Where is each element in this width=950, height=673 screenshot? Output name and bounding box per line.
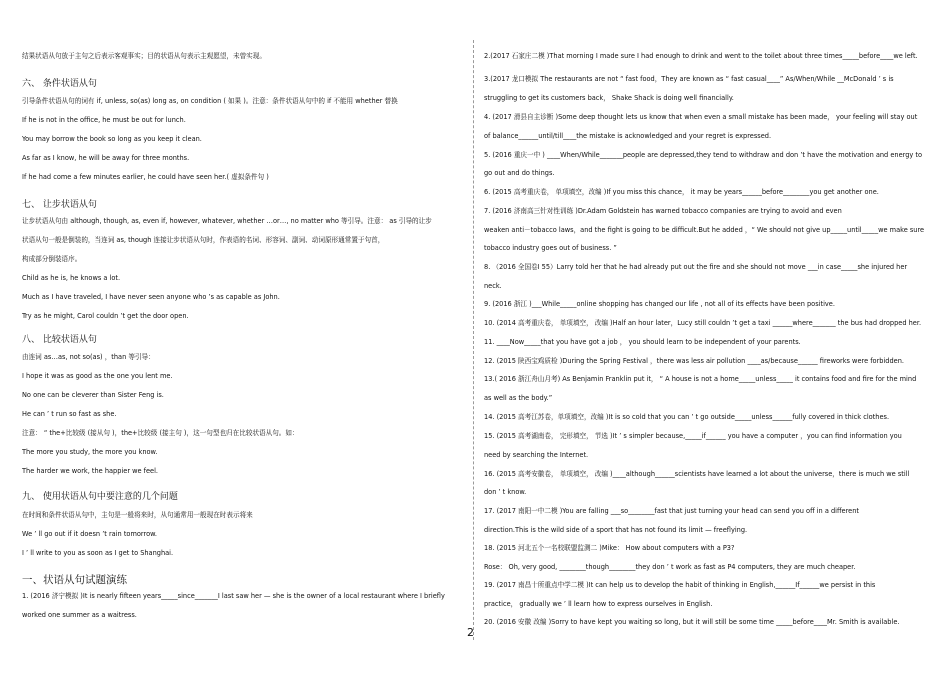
text-line: He can ’ t run so fast as she. [22, 410, 117, 418]
section-heading: 九、 使用状语从句中要注意的几个问题 [22, 492, 178, 502]
text-line: 18. (2015 河北五个一名校联盟监测二 )Mike： How about computers with a P3? [484, 544, 735, 552]
text-line: 7. (2016 济南高三针对性训练 )Dr.Adam Goldstein has warned tobacco companies are trying to avoid and even [484, 207, 842, 215]
text-line: 引导条件状语从句的词有 if, unless, so(as) long as, on condition ( 如果 )。注意：条件状语从句中的 if 不能用 whether 替换 [22, 97, 398, 105]
text-line: If he had come a few minutes earlier, he could have seen her.( 虚拟条件句 ) [22, 173, 269, 181]
text-line: 6. (2015 高考重庆卷， 单项填空，改编 )If you miss this chance， it may be years______before________you get another one. [484, 188, 879, 196]
text-line: Child as he is, he knows a lot. [22, 274, 121, 282]
text-line: 5. (2016 重庆一中 ) ____When/While_______people are depressed,they tend to withdraw and don ’t have the motivation and energy to [484, 151, 923, 159]
text-line: 11. ____Now_____that you have got a job ， you should learn to be independent of your parents. [484, 338, 801, 346]
text-line: The harder we work, the happier we feel. [22, 467, 159, 475]
text-line: direction.This is the wild side of a sport that has not found its limit — freeflying. [484, 526, 748, 534]
section-heading: 八、 比较状语从句 [22, 335, 97, 345]
text-line: 20. (2016 安徽 改编 )Sorry to have kept you waiting so long, but it will still be some time _____before____Mr. Smith is available. [484, 618, 900, 626]
text-line: go out and do things. [484, 169, 555, 177]
text-line: as well as the body.” [484, 394, 553, 402]
text-line: 19. (2017 南昌十所重点中学二模 )It can help us to develop the habit of thinking in English,______If______we persist in this [484, 581, 876, 589]
text-line: Much as I have traveled, I have never seen anyone who ’s as capable as John. [22, 293, 280, 301]
text-line: 13.( 2016 浙江舟山月考) As Benjamin Franklin put it， “ A house is not a home_____unless_____ it contains food and fire for the mind [484, 375, 917, 383]
text-line: 4. (2017 滑县自主诊断 )Some deep thought lets us know that when even a small mistake has been made， your feeling will stay out [484, 113, 918, 121]
text-line: worked one summer as a waitress. [22, 611, 137, 619]
text-line: neck. [484, 282, 502, 290]
text-line: of balance______until/till____the mistake is acknowledged and your regret is expressed. [484, 132, 772, 140]
text-line: 14. (2015 高考江苏卷，单项填空，改编 )It is so cold that you can ’ t go outside_____unless______fully covered in thick clothes. [484, 413, 890, 421]
text-line: practice， gradually we ’ ll learn how to express ourselves in English. [484, 600, 713, 608]
text-line: 3.(2017 龙口模拟 The restaurants are not “ fast food，They are known as “ fast casual____” As/When/While __McDonald ’ s is [484, 75, 894, 83]
section-heading: 六、 条件状语从句 [22, 79, 97, 89]
text-line: need by searching the Internet. [484, 451, 589, 459]
text-line: 在时间和条件状语从句中，主句是一般将来时，从句通常用一般现在时表示将来 [22, 511, 253, 519]
text-line: Try as he might, Carol couldn ’t get the door open. [22, 312, 189, 320]
text-line: 由连词 as…as, not so(as) ，than 等引导： [22, 353, 155, 361]
text-line: If he is not in the office, he must be out for lunch. [22, 116, 186, 124]
text-line: 12. (2015 陕西宝鸡质检 )During the Spring Festival ，there was less air pollution ____as/because______ fireworks were forbidden. [484, 357, 905, 365]
text-line: 9. (2016 浙江 )___While_____online shopping has changed our life , not all of its effects have been positive. [484, 300, 835, 308]
text-line: I hope it was as good as the one you lent me. [22, 372, 173, 380]
page-number: 2 [467, 626, 474, 639]
text-line: 让步状语从句由 although, though, as, even if, however, whatever, whether …or…, no matter who 等引导。注意： as 引导的让步 [22, 217, 432, 225]
text-line: 状语从句一般是倒装的，当连词 as, though 连接让步状语从句时，作表语的名词、形容词、副词、动词原形通常置于句首， [22, 236, 385, 244]
text-line: 构成部分倒装语序。 [22, 255, 82, 263]
section-heading: 七、 让步状语从句 [22, 200, 97, 210]
column-divider [473, 40, 474, 640]
text-line: 2.(2017 石家庄二模 )That morning I made sure I had enough to drink and went to the toilet about three times_____before____we left. [484, 52, 918, 60]
text-line: 注意： “ the+比较级 (接从句 )，the+比较级 (接主句 )，这一句型也归在比较状语从句。如： [22, 429, 299, 437]
text-line: 17. (2017 南阳一中二模 )You are falling ___so________fast that just turning your head can send you off in a different [484, 507, 859, 515]
text-line: 结果状语从句放于主句之后表示客观事实；目的状语从句表示主观愿望，未曾实现。 [22, 52, 266, 60]
text-line: tobacco industry goes out of business. ” [484, 244, 617, 252]
text-line: The more you study, the more you know. [22, 448, 158, 456]
text-line: don ’ t know. [484, 488, 527, 496]
text-line: You may borrow the book so long as you keep it clean. [22, 135, 202, 143]
text-line: weaken anti－tobacco laws，and the fight is going to be difficult.But he added ，“ We should not give up_____until_____we make sure [484, 226, 925, 234]
text-line: 10. (2014 高考重庆卷， 单项填空， 改编 )Half an hour later，Lucy still couldn ’t get a taxi ______where_______ the bus had dropped her. [484, 319, 922, 327]
text-line: I ’ ll write to you as soon as I get to Shanghai. [22, 549, 174, 557]
text-line: Rose： Oh, very good, ________though________they don ’ t work as fast as P4 computers, they are much cheaper. [484, 563, 856, 571]
text-line: struggling to get its customers back， Shake Shack is doing well financially. [484, 94, 734, 102]
text-line: As far as I know, he will be away for three months. [22, 154, 190, 162]
text-line: 1. (2016 济宁模拟 )It is nearly fifteen years_____since_______I last saw her — she is the owner of a local restaurant where I briefly [22, 592, 445, 600]
text-line: 15. (2015 高考湖南卷， 完形填空， 节选 )It ’ s simpler because,_____if______ you have a computer ，you can find information you [484, 432, 902, 440]
text-line: 8. （2016 全国卷Ⅰ 55）Larry told her that he had already put out the fire and she should not move ___in case_____she injured her [484, 263, 908, 271]
text-line: 16. (2015 高考安徽卷， 单项填空， 改编 )____although______scientists have learned a lot about the universe，there is much we still [484, 470, 910, 478]
text-line: We ’ ll go out if it doesn ’t rain tomorrow. [22, 530, 157, 538]
section-heading: 一、状语从句试题演练 [22, 574, 127, 586]
text-line: No one can be cleverer than Sister Feng is. [22, 391, 164, 399]
